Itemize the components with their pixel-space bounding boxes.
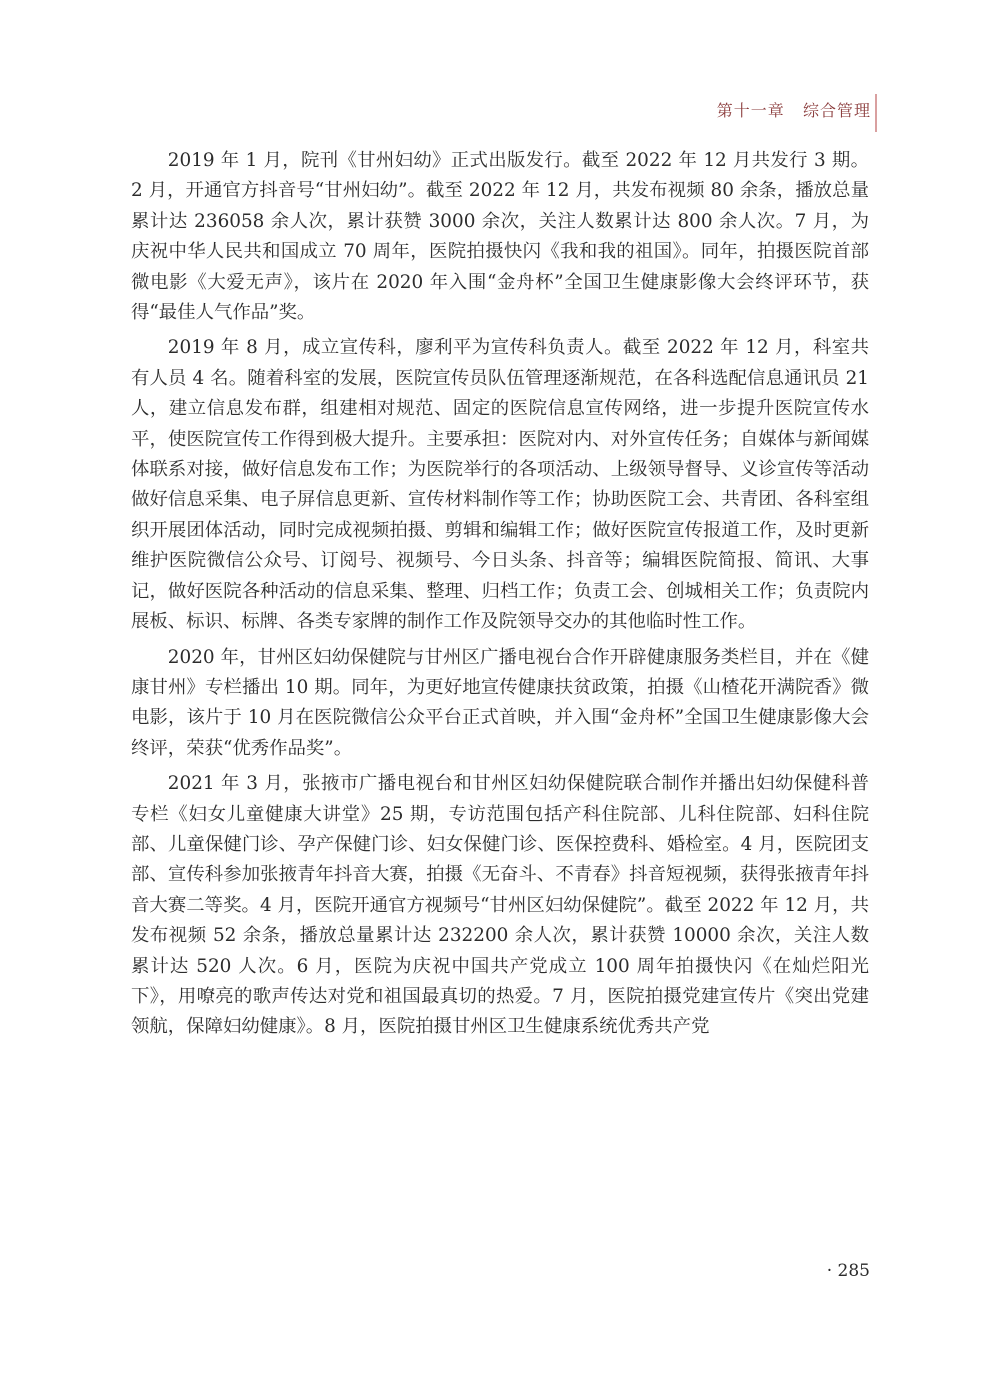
chapter-title: 综合管理 xyxy=(802,101,871,120)
paragraph: 2021 年 3 月，张掖市广播电视台和甘州区妇幼保健院联合制作并播出妇幼保健科普专栏《妇女儿童健康大讲堂》25 期，专访范围包括产科住院部、儿科住院部、妇科住院部、儿童保健门诊、孕产保健门诊、妇女保健门诊、医保控费科、婚检室。4 月，医院团支部、宣传科参加张掖青年抖音大赛，拍摄《无奋斗、不青春》抖音短视频，获得张掖青年抖音大赛二等奖。4 月，医院开通官方视频号“甘州区妇幼保健院”。截至 2022 年 12 月，共发布视频 52 余条，播放总量累计达 232200 余人次，累计获赞 10000 余次，关注人数累计达 520 人次。6 月，医院为庆祝中国共产党成立 100 周年拍摄快闪《在灿烂阳光下》，用嘹亮的歌声传达对党和祖国最真切的热爱。7 月，医院拍摄党建宣传片《突出党建领航，保障妇幼健康》。8 月，医院拍摄甘州区卫生健康系统优秀共产党 xyxy=(131,773,869,1038)
paragraph: 2019 年 8 月，成立宣传科，廖利平为宣传科负责人。截至 2022 年 12 月，科室共有人员 4 名。随着科室的发展，医院宣传员队伍管理逐渐规范，在各科选配信息通讯员 21 人，建立信息发布群，组建相对规范、固定的医院信息宣传网络，进一步提升医院宣传水平，使医院宣传工作得到极大提升。主要承担：医院对内、对外宣传任务；自媒体与新闻媒体联系对接，做好信息发布工作；为医院举行的各项活动、上级领导督导、义诊宣传等活动做好信息采集、电子屏信息更新、宣传材料制作等工作；协助医院工会、共青团、各科室组织开展团体活动，同时完成视频拍摄、剪辑和编辑工作；做好医院宣传报道工作，及时更新维护医院微信公众号、订阅号、视频号、今日头条、抖音等；编辑医院简报、简讯、大事记，做好医院各种活动的信息采集、整理、归档工作；负责工会、创城相关工作；负责院内展板、标识、标牌、各类专家牌的制作工作及院领导交办的其他临时性工作。 xyxy=(131,337,869,633)
paragraph: 2020 年，甘州区妇幼保健院与甘州区广播电视台合作开辟健康服务类栏目，并在《健康甘州》专栏播出 10 期。同年，为更好地宣传健康扶贫政策，拍摄《山楂花开满院香》微电影，该片于 10 月在医院微信公众平台正式首映，并入围“金舟杯”全国卫生健康影像大会终评，荣获“优秀作品奖”。 xyxy=(131,646,869,759)
running-head-divider xyxy=(875,94,877,132)
body-text xyxy=(131,146,869,1048)
page-number: · 285 xyxy=(826,1261,870,1281)
chapter-number: 第十一章 xyxy=(716,101,785,120)
paragraph: 2019 年 1 月，院刊《甘州妇幼》正式出版发行。截至 2022 年 12 月共发行 3 期。2 月，开通官方抖音号“甘州妇幼”。截至 2022 年 12 月，共发布视频 80 余条，播放总量累计达 236058 余人次，累计获赞 3000 余次，关注人数累计达 800 余人次。7 月，为庆祝中华人民共和国成立 70 周年，医院拍摄快闪《我和我的祖国》。同年，拍摄医院首部微电影《大爱无声》，该片在 2020 年入围“金舟杯”全国卫生健康影像大会终评环节，获得“最佳人气作品”奖。 xyxy=(131,150,869,324)
running-head xyxy=(717,98,871,121)
